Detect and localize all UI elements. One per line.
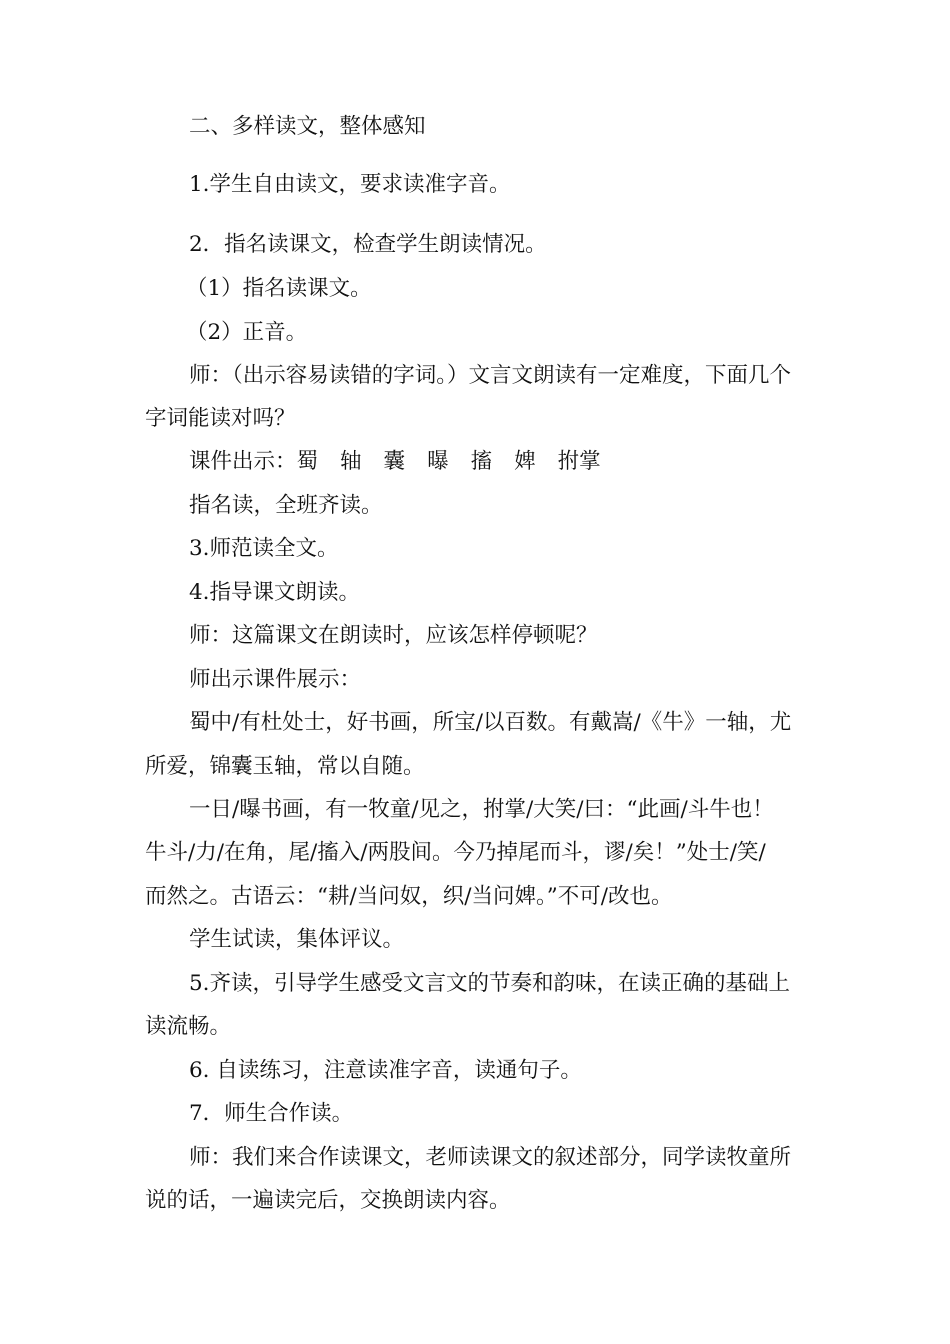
teacher-prompt-2: 师：这篇课文在朗读时，应该怎样停顿呢？: [189, 623, 598, 648]
classical-text-1-line-2: 所爱，锦囊玉轴，常以自随。: [145, 754, 425, 779]
classical-text-2-line-2: 牛斗/力/在角，尾/搐入/两股间。今乃掉尾而斗，谬/矣！”处士/笑/: [145, 840, 766, 865]
step-2-sub-2: （2）正音。: [186, 320, 308, 345]
section-heading: 二、多样读文，整体感知: [189, 114, 426, 139]
step-6: 6. 自读练习，注意读准字音，读通句子。: [189, 1058, 582, 1083]
classical-text-1-line-1: 蜀中/有杜处士，好书画，所宝/以百数。有戴嵩/《牛》一轴，尤: [189, 710, 792, 735]
teacher-prompt-4-line-1: 师：我们来合作读课文，老师读课文的叙述部分，同学读牧童所: [189, 1145, 792, 1170]
courseware-char: 搐: [470, 449, 493, 474]
teacher-prompt-3: 师出示课件展示：: [189, 667, 362, 692]
step-5-line-2: 读流畅。: [145, 1014, 232, 1039]
step-2-sub-1: （1）指名读课文。: [186, 276, 372, 301]
courseware-char: 蜀: [296, 449, 319, 474]
step-2: 2．指名读课文，检查学生朗读情况。: [189, 232, 547, 257]
courseware-line: [189, 447, 813, 477]
step-1: 1.学生自由读文，要求读准字音。: [189, 172, 511, 197]
step-4: 4.指导课文朗读。: [189, 580, 361, 605]
courseware-char: 轴: [340, 449, 362, 474]
courseware-char: 囊: [383, 449, 406, 474]
read-aloud-instruction: 指名读，全班齐读。: [189, 493, 383, 518]
teacher-prompt-4-line-2: 说的话，一遍读完后，交换朗读内容。: [145, 1188, 511, 1213]
teacher-prompt-1-line-2: 字词能读对吗？: [145, 406, 296, 431]
classical-text-2-line-3: 而然之。古语云：“耕/当问奴，织/当问婢。”不可/改也。: [145, 884, 673, 909]
courseware-char: 拊掌: [557, 449, 601, 474]
classical-text-2-line-1: 一日/曝书画，有一牧童/见之，拊掌/大笑/曰：“此画/斗牛也！: [189, 797, 774, 822]
step-7: 7．师生合作读。: [189, 1101, 354, 1126]
student-trial-reading: 学生试读，集体评议。: [189, 927, 405, 952]
teacher-prompt-1-line-1: 师：（出示容易读错的字词。）文言文朗读有一定难度，下面几个: [189, 363, 792, 388]
courseware-char: 曝: [427, 449, 449, 474]
step-5-line-1: 5.齐读，引导学生感受文言文的节奏和韵味，在读正确的基础上: [189, 971, 791, 996]
courseware-char: 婢: [514, 449, 536, 474]
courseware-label: 课件出示：: [189, 449, 297, 474]
step-3: 3.师范读全文。: [189, 536, 339, 561]
